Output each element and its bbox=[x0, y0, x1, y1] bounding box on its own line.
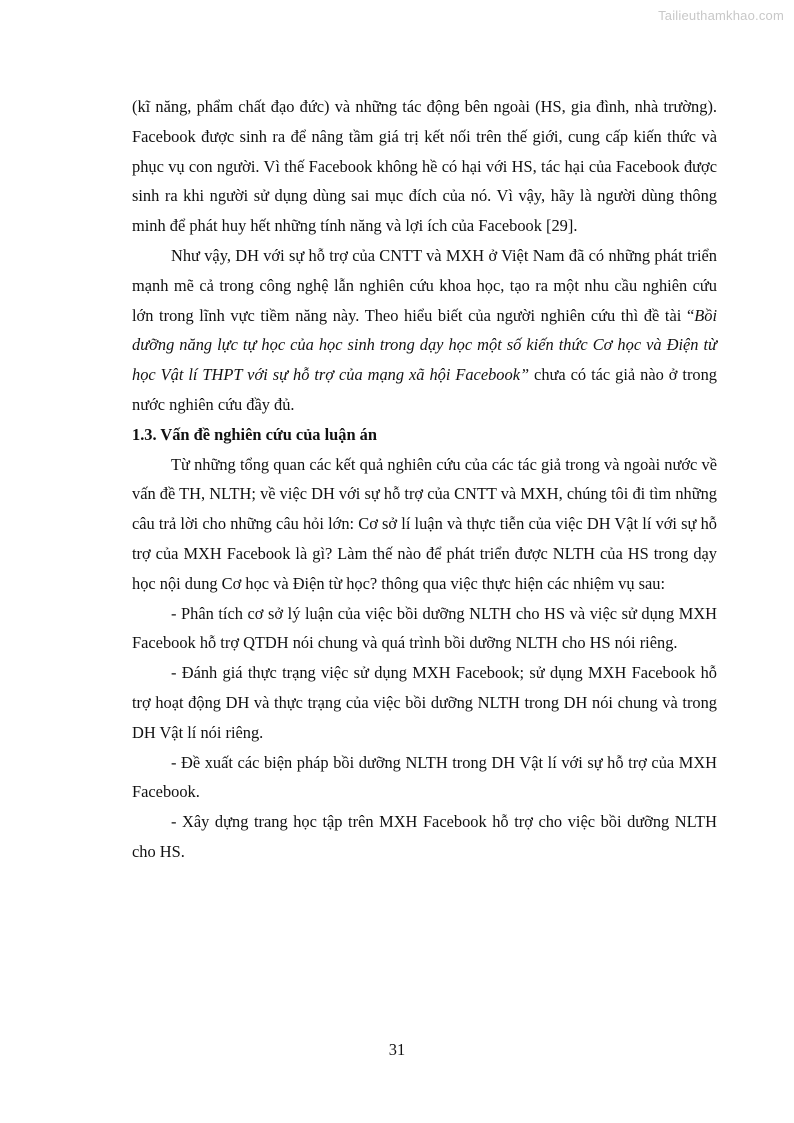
document-body bbox=[132, 92, 717, 867]
task-item-2: - Đánh giá thực trạng việc sử dụng MXH Facebook; sử dụng MXH Facebook hỗ trợ hoạt động DH và thực trạng của việc bồi dưỡng NLTH trong DH nói chung và trong DH Vật lí nói riêng. bbox=[132, 663, 717, 742]
task-item-4: - Xây dựng trang học tập trên MXH Facebook hỗ trợ cho việc bồi dưỡng NLTH cho HS. bbox=[132, 812, 717, 861]
summary-text-before: Như vậy, DH với sự hỗ trợ của CNTT và MXH ở Việt Nam đã có những phát triển mạnh mẽ cả trong công nghệ lẫn nghiên cứu khoa học, tạo ra một nhu cầu nghiên cứu lớn trong lĩnh vực tiềm năng này. Theo hiểu biết của người nghiên cứu thì đề tài “ bbox=[132, 245, 717, 325]
summary-text-after: chưa có tác giả nào ở trong nước nghiên cứu đầy đủ. bbox=[132, 365, 717, 414]
page-number: 31 bbox=[388, 1040, 406, 1059]
section-heading: 1.3. Vấn đề nghiên cứu của luận án bbox=[132, 424, 377, 444]
paragraph-continuation: (kĩ năng, phẩm chất đạo đức) và những tác động bên ngoài (HS, gia đình, nhà trường). Facebook được sinh ra để nâng tầm giá trị kết nối trên thế giới, cung cấp kiến thức và phục vụ con người. Vì thế Facebook không hề có hại với HS, tác hại của Facebook được sinh ra khi người sử dụng dùng sai mục đích của nó. Vì vậy, hãy là người dùng thông minh để phát huy hết những tính năng và lợi ích của Facebook [29]. bbox=[132, 97, 717, 236]
task-item-1: - Phân tích cơ sở lý luận của việc bồi dưỡng NLTH cho HS và việc sử dụng MXH Facebook hỗ trợ QTDH nói chung và quá trình bồi dưỡng NLTH cho HS nói riêng. bbox=[132, 603, 717, 653]
paragraph-summary bbox=[132, 241, 717, 420]
task-item-3: - Đề xuất các biện pháp bồi dưỡng NLTH trong DH Vật lí với sự hỗ trợ của MXH Facebook. bbox=[132, 752, 717, 802]
paragraph-research-problem: Từ những tổng quan các kết quả nghiên cứu của các tác giả trong và ngoài nước về vấn đề TH, NLTH; về việc DH với sự hỗ trợ của CNTT và MXH, chúng tôi đi tìm những câu trả lời cho những câu hỏi lớn: Cơ sở lí luận và thực tiễn của việc DH Vật lí với sự hỗ trợ của MXH Facebook là gì? Làm thế nào để phát triển được NLTH của HS trong dạy học nội dung Cơ học và Điện từ học? thông qua việc thực hiện các nhiệm vụ sau: bbox=[132, 454, 717, 593]
watermark: Tailieuthamkhao.com bbox=[658, 8, 784, 23]
thesis-title: Bồi dưỡng năng lực tự học của học sinh trong dạy học một số kiến thức Cơ học và Điện từ học Vật lí THPT với sự hỗ trợ của mạng xã hội Facebook” bbox=[132, 305, 717, 385]
